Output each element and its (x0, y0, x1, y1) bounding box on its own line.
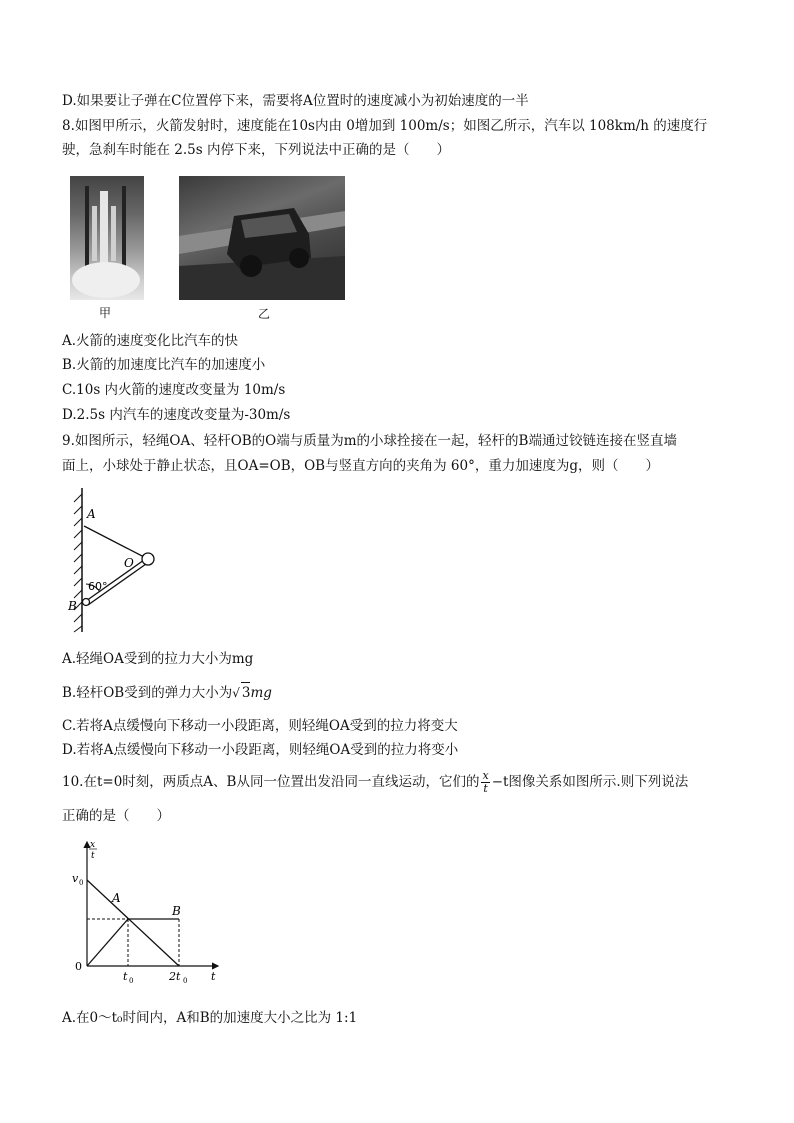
line-b-rise (87, 919, 128, 966)
label-b: B (68, 599, 77, 613)
label-o: O (124, 556, 134, 570)
label-a: A (87, 507, 96, 521)
fig-label-yi: 乙 (258, 307, 271, 321)
q10-stem-line2: 正确的是（ ） (62, 808, 170, 824)
q9-figure (64, 486, 164, 636)
graph-t0-sub: 0 (129, 977, 134, 985)
q9-option-a: A.轻绳OA受到的拉力大小为mg (62, 651, 254, 667)
frac-num: x (482, 769, 489, 782)
line-a (87, 880, 179, 966)
car-photo (179, 176, 345, 300)
ball (142, 553, 154, 565)
q10-stem-line1 (62, 770, 688, 795)
q9-option-b-text: B.轻杆OB受到的弹力大小为 (62, 685, 233, 701)
q10-stem-pre: 10.在t=0时刻，两质点A、B从同一位置出发沿同一直线运动，它们的 (62, 774, 480, 790)
sqrt-value: 3 (241, 682, 251, 703)
q10-option-a: A.在0～t₀时间内，A和B的加速度大小之比为 1:1 (62, 1010, 358, 1026)
q9-stem-line2: 面上，小球处于静止状态，且OA=OB，OB与竖直方向的夹角为 60°，重力加速度为g，则（ ） (62, 458, 659, 474)
q8-option-b: B.火箭的加速度比汽车的加速度小 (62, 357, 266, 373)
graph-v0: v (72, 872, 79, 885)
q10-graph (68, 836, 228, 986)
q10-stem-post: −t图像关系如图所示.则下列说法 (491, 774, 689, 790)
graph-ylabel-den: t (91, 851, 95, 861)
rocket-photo (70, 176, 144, 300)
graph-origin: 0 (75, 960, 82, 973)
q10-fraction (481, 770, 489, 795)
q8-option-a: A.火箭的速度变化比汽车的快 (62, 333, 239, 349)
q9-option-b-unit: mg (250, 685, 272, 701)
q8-stem-line1: 8.如图甲所示，火箭发射时，速度能在10s内由 0增加到 100m/s；如图乙所示，汽车以 108km/h 的速度行 (62, 118, 708, 134)
rope-oa (84, 526, 146, 558)
q9-option-c: C.若将A点缓慢向下移动一小段距离，则轻绳OA受到的拉力将变大 (62, 718, 458, 734)
q8-option-d: D.2.5s 内汽车的速度改变量为-30m/s (62, 407, 291, 423)
frac-den: t (483, 782, 488, 795)
graph-2t0-sub: 0 (183, 977, 188, 985)
graph-ylabel-num: x (90, 840, 96, 850)
graph-label-b: B (172, 904, 181, 918)
q9-option-d: D.若将A点缓慢向下移动一小段距离，则轻绳OA受到的拉力将变小 (62, 742, 459, 758)
q9-stem-line1: 9.如图所示，轻绳OA、轻杆OB的O端与质量为m的小球拴接在一起，轻杆的B端通过铰链连接在竖直墙 (62, 433, 677, 449)
graph-v0-sub: 0 (79, 879, 84, 887)
graph-2t0: 2t (169, 970, 181, 983)
q9-option-b: B.轻杆OB受到的弹力大小为√ 3mg (62, 682, 272, 703)
q8-stem-line2: 驶，急刹车时能在 2.5s 内停下来，下列说法中正确的是（ ） (62, 142, 450, 158)
graph-t-axis: t (211, 970, 216, 983)
q8-option-c: C.10s 内火箭的速度改变量为 10m/s (62, 382, 286, 398)
hinge-b (83, 599, 90, 606)
fig-label-jia: 甲 (99, 306, 112, 320)
q7-option-d: D.如果要让子弹在C位置停下来，需要将A位置时的速度减小为初始速度的一半 (62, 93, 529, 109)
label-angle: 60° (88, 580, 108, 593)
graph-label-a: A (112, 891, 121, 905)
graph-t0: t (123, 970, 128, 983)
